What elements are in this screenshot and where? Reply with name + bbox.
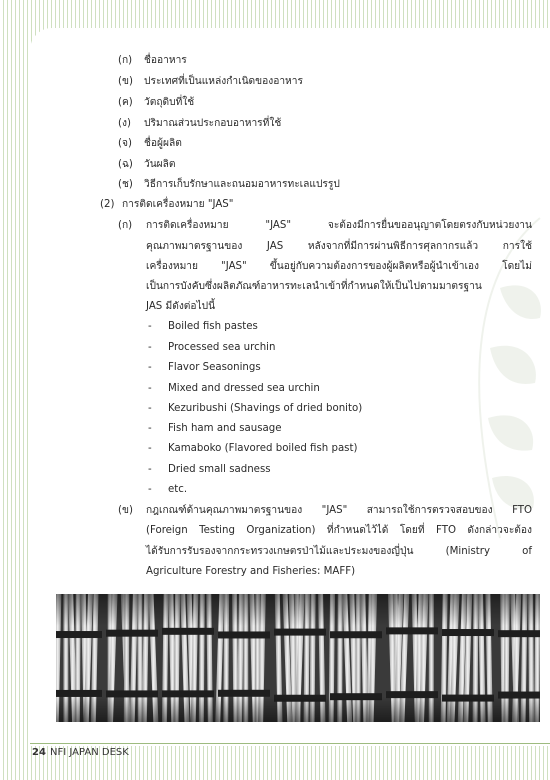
seafood-product-photo	[56, 594, 540, 722]
product-list-item: - Kamaboko (Flavored boiled fish past)	[148, 443, 358, 454]
list-item: (ช) วิธีการเก็บรักษาและถนอมอาหารทะเลแปรรูป	[118, 179, 340, 190]
product-list-item: - etc.	[148, 484, 188, 495]
paragraph-line: เครื่องหมาย "JAS" ขึ้นอยู่กับความต้องการของผู้ผลิตหรือผู้นำเข้าเอง โดยไม่	[146, 261, 532, 272]
product-list-item: - Dried small sadness	[148, 464, 271, 475]
paragraph-line: Agriculture Forestry and Fisheries: MAFF)	[146, 566, 356, 577]
paragraph-line: (Foreign Testing Organization) ที่กำหนดไว้ได้ โดยที่ FTO ดังกล่าวจะต้อง	[146, 525, 532, 536]
paragraph-marker: (ก)	[118, 220, 133, 231]
paragraph-line: การติดเครื่องหมาย "JAS" จะต้องมีการยื่นขออนุญาตโดยตรงกับหน่วยงาน	[146, 220, 532, 231]
list-item: (ง) ปริมาณส่วนประกอบอาหารที่ใช้	[118, 118, 282, 129]
paragraph-line: ได้รับการรับรองจากกระทรวงเกษตรป่าไม้และประมงของญี่ปุ่น (Ministry of	[146, 546, 532, 557]
list-item: (จ) ชื่อผู้ผลิต	[118, 138, 182, 149]
product-list-item: - Kezuribushi (Shavings of dried bonito)	[148, 403, 363, 414]
paragraph-marker: (ข)	[118, 505, 133, 516]
paragraph-line: เป็นการบังคับซึ่งผลิตภัณฑ์อาหารทะเลนำเข้าที่กำหนดให้เป็นไปตามมาตรฐาน	[146, 281, 482, 292]
section-heading: (2) การติดเครื่องหมาย "JAS"	[100, 199, 234, 210]
list-item: (ค) วัตถุดิบที่ใช้	[118, 97, 195, 108]
product-list-item: - Boiled fish pastes	[148, 321, 258, 332]
paragraph-line: กฎเกณฑ์ด้านคุณภาพมาตรฐานของ "JAS" สามารถใช้การตรวจสอบของ FTO	[146, 505, 532, 516]
product-list-item: - Mixed and dressed sea urchin	[148, 383, 320, 394]
product-list-item: - Processed sea urchin	[148, 342, 276, 353]
list-item: (ข) ประเทศที่เป็นแหล่งกำเนิดของอาหาร	[118, 76, 303, 87]
product-list-item: - Flavor Seasonings	[148, 362, 261, 373]
page-footer	[30, 743, 550, 760]
paragraph-line: JAS มีดังต่อไปนี้	[146, 301, 216, 312]
page-number: 24	[32, 747, 46, 758]
list-item: (ก) ชื่ออาหาร	[118, 55, 187, 66]
paragraph-line: คุณภาพมาตรฐานของ JAS หลังจากที่มีการผ่านพิธีการศุลกากรแล้ว การใช้	[146, 241, 532, 252]
photo-illustration	[56, 594, 540, 722]
product-list-item: - Fish ham and sausage	[148, 423, 282, 434]
list-item: (ฉ) วันผลิต	[118, 159, 176, 170]
footer-label: NFI JAPAN DESK	[50, 747, 129, 758]
leaf-watermark-decoration	[440, 208, 550, 548]
